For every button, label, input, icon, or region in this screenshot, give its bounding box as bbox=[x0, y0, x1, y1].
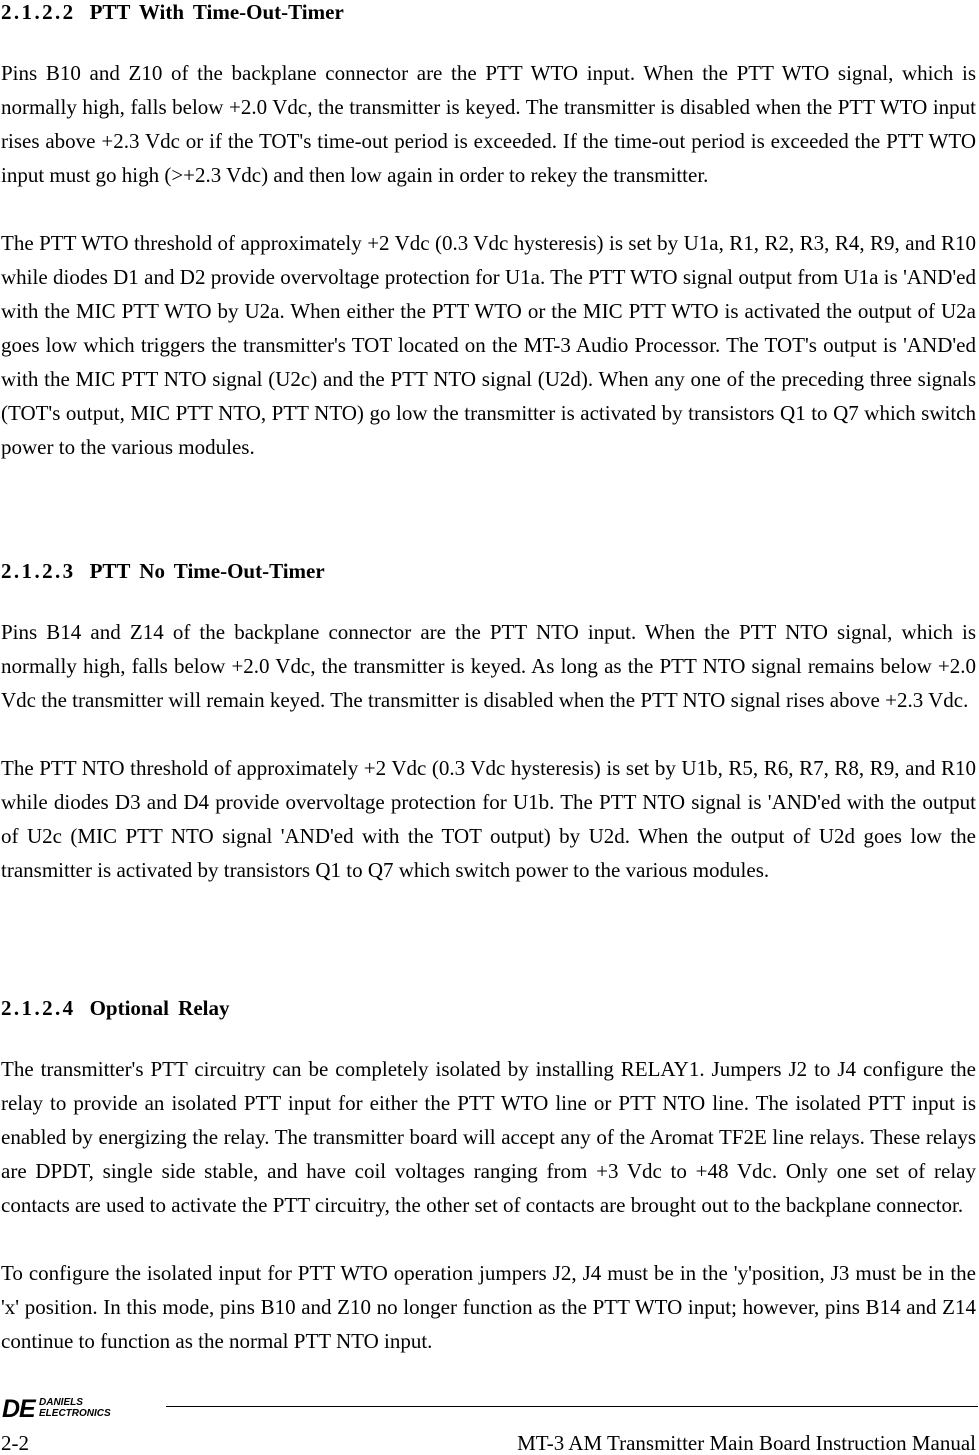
section-title: Optional Relay bbox=[89, 996, 230, 1020]
section-number: 2.1.2.3 bbox=[1, 559, 76, 583]
logo-line-daniels: DANIELS bbox=[39, 1397, 83, 1408]
section-heading-2-1-2-2 bbox=[1, 0, 344, 25]
paragraph-relay-jumpers: To configure the isolated input for PTT WTO operation jumpers J2, J4 must be in the 'y'position, J3 must be in the 'x' position. In this mode, pins B10 and Z10 no longer function as the PTT WTO input; however, pins B14 and Z14 continue to function as the normal PTT NTO input. bbox=[1, 1261, 976, 1353]
section-heading-2-1-2-4 bbox=[1, 996, 230, 1021]
paragraph-pins-b14-z14: Pins B14 and Z14 of the backplane connector are the PTT NTO input. When the PTT NTO signal, which is normally high, falls below +2.0 Vdc, the transmitter is keyed. As long as the PTT NTO signal remains below +2.0 Vdc the transmitter will remain keyed. The transmitter is disabled when the PTT NTO signal rises above +2.3 Vdc. bbox=[1, 620, 976, 712]
manual-title: MT-3 AM Transmitter Main Board Instruction Manual bbox=[517, 1431, 976, 1455]
paragraph-nto-threshold: The PTT NTO threshold of approximately +2 Vdc (0.3 Vdc hysteresis) is set by U1b, R5, R6, R7, R8, R9, and R10 while diodes D3 and D4 provide overvoltage protection for U1b. The PTT NTO signal is 'AND'ed with the output of U2c (MIC PTT NTO signal 'AND'ed with the TOT output) by U2d. When the output of U2d goes low the transmitter is activated by transistors Q1 to Q7 which switch power to the various modules. bbox=[1, 756, 976, 882]
section-title: PTT With Time-Out-Timer bbox=[89, 0, 344, 24]
logo-wordmark bbox=[39, 1397, 111, 1419]
section-title: PTT No Time-Out-Timer bbox=[89, 559, 325, 583]
paragraph-relay-isolation: The transmitter's PTT circuitry can be completely isolated by installing RELAY1. Jumpers J2 to J4 configure the relay to provide an isolated PTT input for either the PTT WTO line or PTT NTO line. The isolated PTT input is enabled by energizing the relay. The transmitter board will accept any of the Aromat TF2E line relays. These relays are DPDT, single side stable, and have coil voltages ranging from +3 Vdc to +48 Vdc. Only one set of relay contacts are used to activate the PTT circuitry, the other set of contacts are brought out to the backplane connector. bbox=[1, 1057, 976, 1217]
section-number: 2.1.2.2 bbox=[1, 0, 76, 24]
logo-line-electronics: ELECTRONICS bbox=[39, 1408, 111, 1419]
paragraph-wto-threshold: The PTT WTO threshold of approximately +2 Vdc (0.3 Vdc hysteresis) is set by U1a, R1, R2, R3, R4, R9, and R10 while diodes D1 and D2 provide overvoltage protection for U1a. The PTT WTO signal output from U1a is 'AND'ed with the MIC PTT WTO by U2a. When either the PTT WTO or the MIC PTT WTO is activated the output of U2a goes low which triggers the transmitter's TOT located on the MT-3 Audio Processor. The TOT's output is 'AND'ed with the MIC PTT NTO signal (U2c) and the PTT NTO signal (U2d). When any one of the preceding three signals (TOT's output, MIC PTT NTO, PTT NTO) go low the transmitter is activated by transistors Q1 to Q7 which switch power to the various modules. bbox=[1, 231, 976, 459]
section-number: 2.1.2.4 bbox=[1, 996, 76, 1020]
page-number: 2-2 bbox=[1, 1431, 29, 1455]
daniels-electronics-logo bbox=[2, 1395, 162, 1425]
logo-initials: DE bbox=[2, 1395, 35, 1423]
paragraph-pins-b10-z10: Pins B10 and Z10 of the backplane connector are the PTT WTO input. When the PTT WTO signal, which is normally high, falls below +2.0 Vdc, the transmitter is keyed. The transmitter is disabled when the PTT WTO input rises above +2.3 Vdc or if the TOT's time-out period is exceeded. If the time-out period is exceeded the PTT WTO input must go high (>+2.3 Vdc) and then low again in order to rekey the transmitter. bbox=[1, 61, 976, 187]
footer-divider bbox=[166, 1406, 978, 1407]
section-heading-2-1-2-3 bbox=[1, 559, 325, 584]
